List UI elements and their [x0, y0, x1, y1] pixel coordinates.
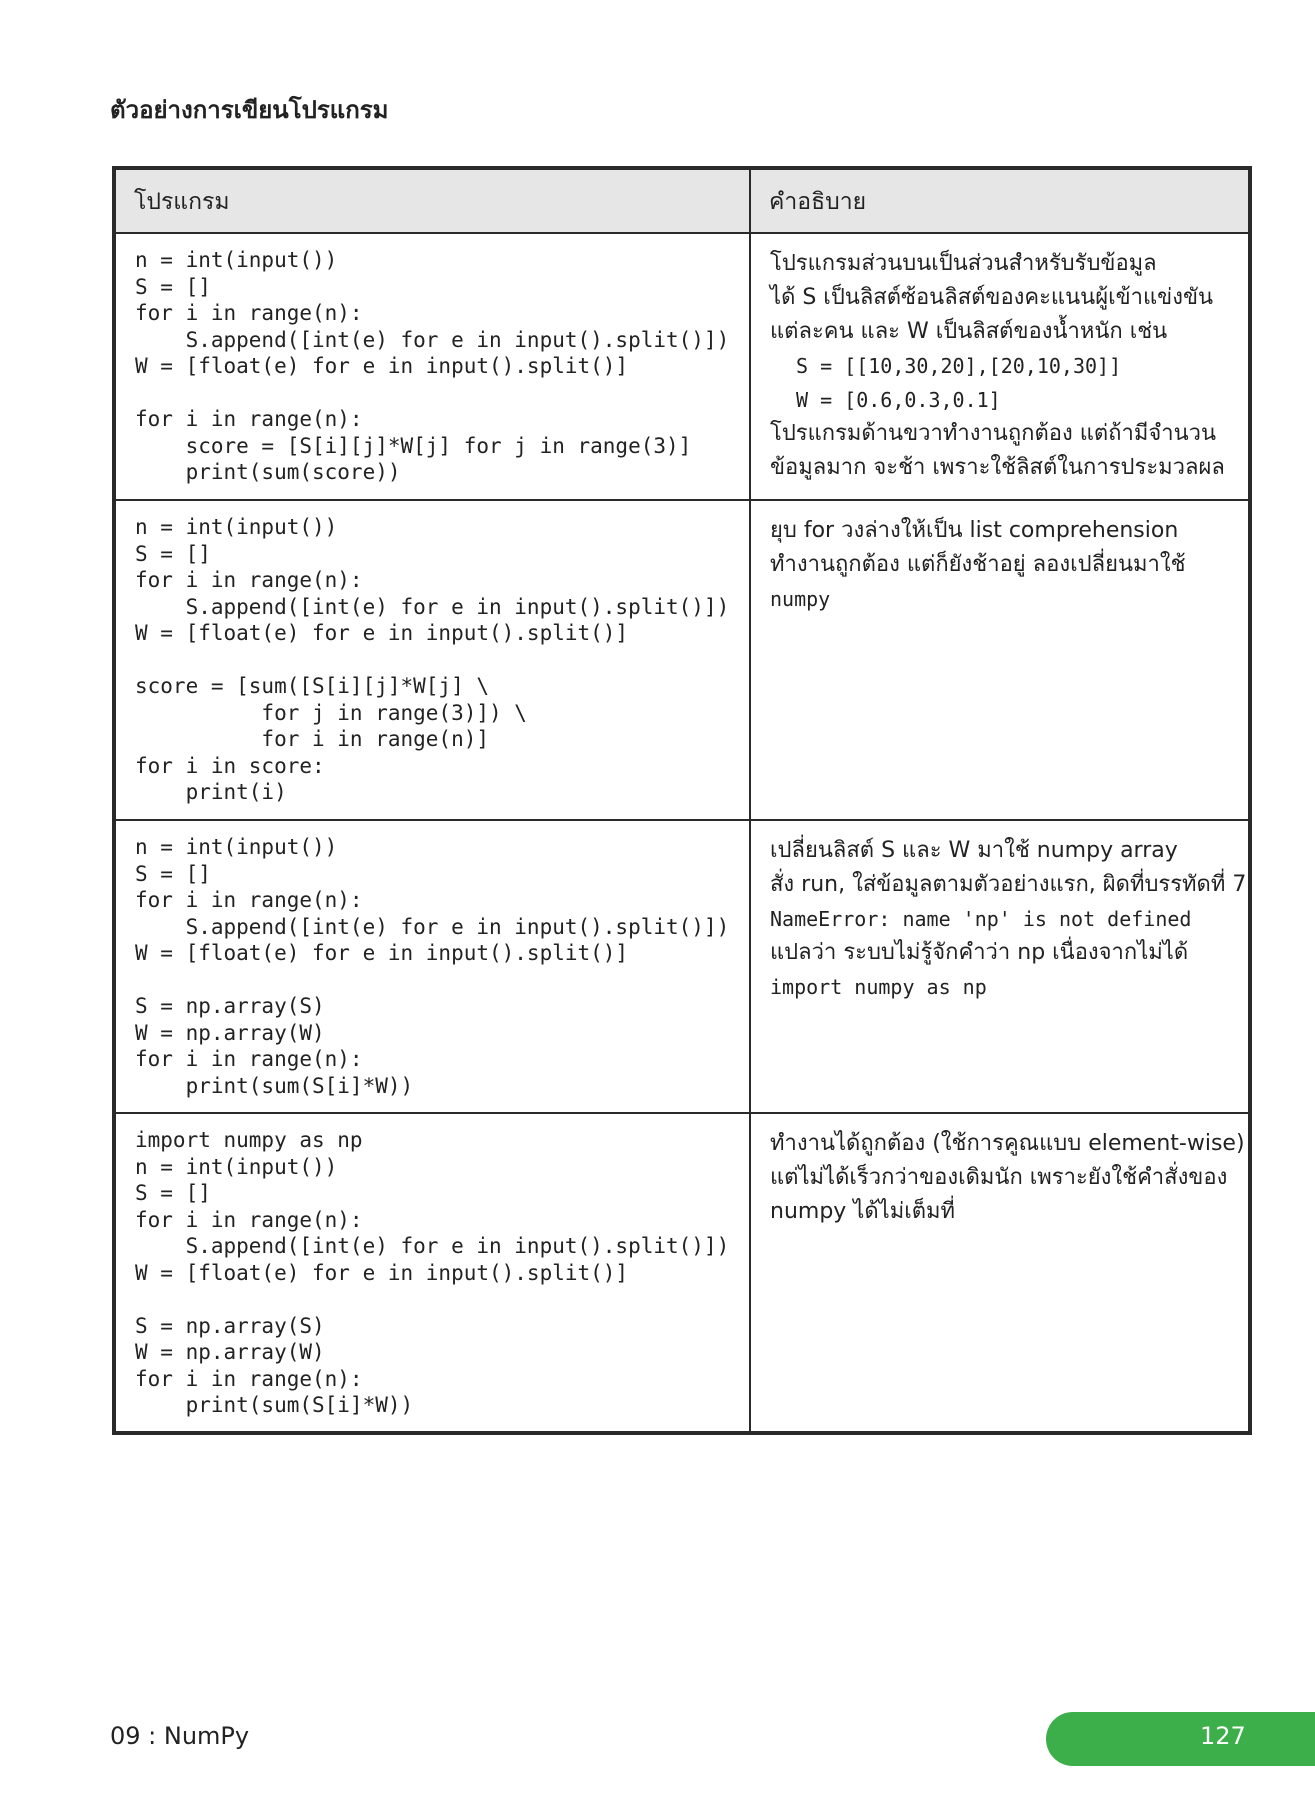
description-code-line: NameError: name 'np' is not defined [770, 907, 1192, 931]
code-block: n = int(input()) S = [] for i in range(n): S.append([int(e) for e in input().split()]) W = [float(e) for e in input().split()] score = [sum([S[i][j]*W[j] \ for j in range(3)]) \ for i in range(n)] for i in score: print(i) [135, 515, 730, 804]
description-line: แต่ไม่ได้เร็วกว่าของเดิมนัก เพราะยังใช้คำสั่งของ [770, 1165, 1228, 1190]
description-code-line: import numpy as np [770, 975, 987, 999]
code-block: n = int(input()) S = [] for i in range(n): S.append([int(e) for e in input().split()]) W = [float(e) for e in input().split()] for i in range(n): score = [S[i][j]*W[j] for j in range(3)] print(sum(score)) [135, 248, 730, 484]
description-cell [750, 1113, 1250, 1433]
description-line: แต่ละคน และ W เป็นลิสต์ของน้ำหนัก เช่น [770, 319, 1168, 344]
description-line: ได้ S เป็นลิสต์ซ้อนลิสต์ของคะแนนผู้เข้าแข่งขัน [770, 285, 1214, 310]
table-header-row [114, 168, 1250, 233]
description-line: ข้อมูลมาก จะช้า เพราะใช้ลิสต์ในการประมวลผล [770, 455, 1225, 480]
code-block: import numpy as np n = int(input()) S = [] for i in range(n): S.append([int(e) for e in input().split()]) W = [float(e) for e in input().split()] S = np.array(S) W = np.array(W) for i in range(n): print(sum(S[i]*W)) [135, 1128, 730, 1417]
description-line: ยุบ for วงล่างให้เป็น list comprehension [770, 518, 1179, 543]
page-number: 127 [1200, 1722, 1246, 1750]
column-header-description: คำอธิบาย [750, 168, 1250, 233]
description-line: โปรแกรมด้านขวาทำงานถูกต้อง แต่ถ้ามีจำนวน [770, 421, 1217, 446]
description-line: ทำงานถูกต้อง แต่ก็ยังช้าอยู่ ลองเปลี่ยนมาใช้ [770, 552, 1186, 577]
program-cell [114, 1113, 750, 1433]
page-number-badge [1046, 1712, 1315, 1766]
code-block: n = int(input()) S = [] for i in range(n): S.append([int(e) for e in input().split()]) W = [float(e) for e in input().split()] S = np.array(S) W = np.array(W) for i in range(n): print(sum(S[i]*W)) [135, 835, 730, 1098]
footer-chapter-label: 09 : NumPy [110, 1722, 250, 1750]
description-line: สั่ง run, ใส่ข้อมูลตามตัวอย่างแรก, ผิดที่บรรทัดที่ 7 [770, 872, 1247, 897]
description-cell [750, 233, 1250, 500]
description-code-line: W = [0.6,0.3,0.1] [796, 388, 1001, 412]
program-cell [114, 820, 750, 1113]
table-row [114, 1113, 1250, 1433]
description-cell [750, 820, 1250, 1113]
table-row [114, 233, 1250, 500]
program-cell [114, 500, 750, 820]
description-line: numpy ได้ไม่เต็มที่ [770, 1199, 956, 1224]
description-line: เปลี่ยนลิสต์ S และ W มาใช้ numpy array [770, 838, 1178, 863]
table-row [114, 500, 1250, 820]
description-line: ทำงานได้ถูกต้อง (ใช้การคูณแบบ element-wise) [770, 1131, 1245, 1156]
column-header-program: โปรแกรม [114, 168, 750, 233]
program-cell [114, 233, 750, 500]
program-table [112, 166, 1252, 1435]
description-line: โปรแกรมส่วนบนเป็นส่วนสำหรับรับข้อมูล [770, 251, 1157, 276]
description-line: แปลว่า ระบบไม่รู้จักคำว่า np เนื่องจากไม่ได้ [770, 940, 1189, 965]
description-code-line: S = [[10,30,20],[20,10,30]] [796, 354, 1122, 378]
table-row [114, 820, 1250, 1113]
description-code-line: numpy [770, 587, 831, 611]
page-heading: ตัวอย่างการเขียนโปรแกรม [110, 96, 389, 124]
description-cell [750, 500, 1250, 820]
